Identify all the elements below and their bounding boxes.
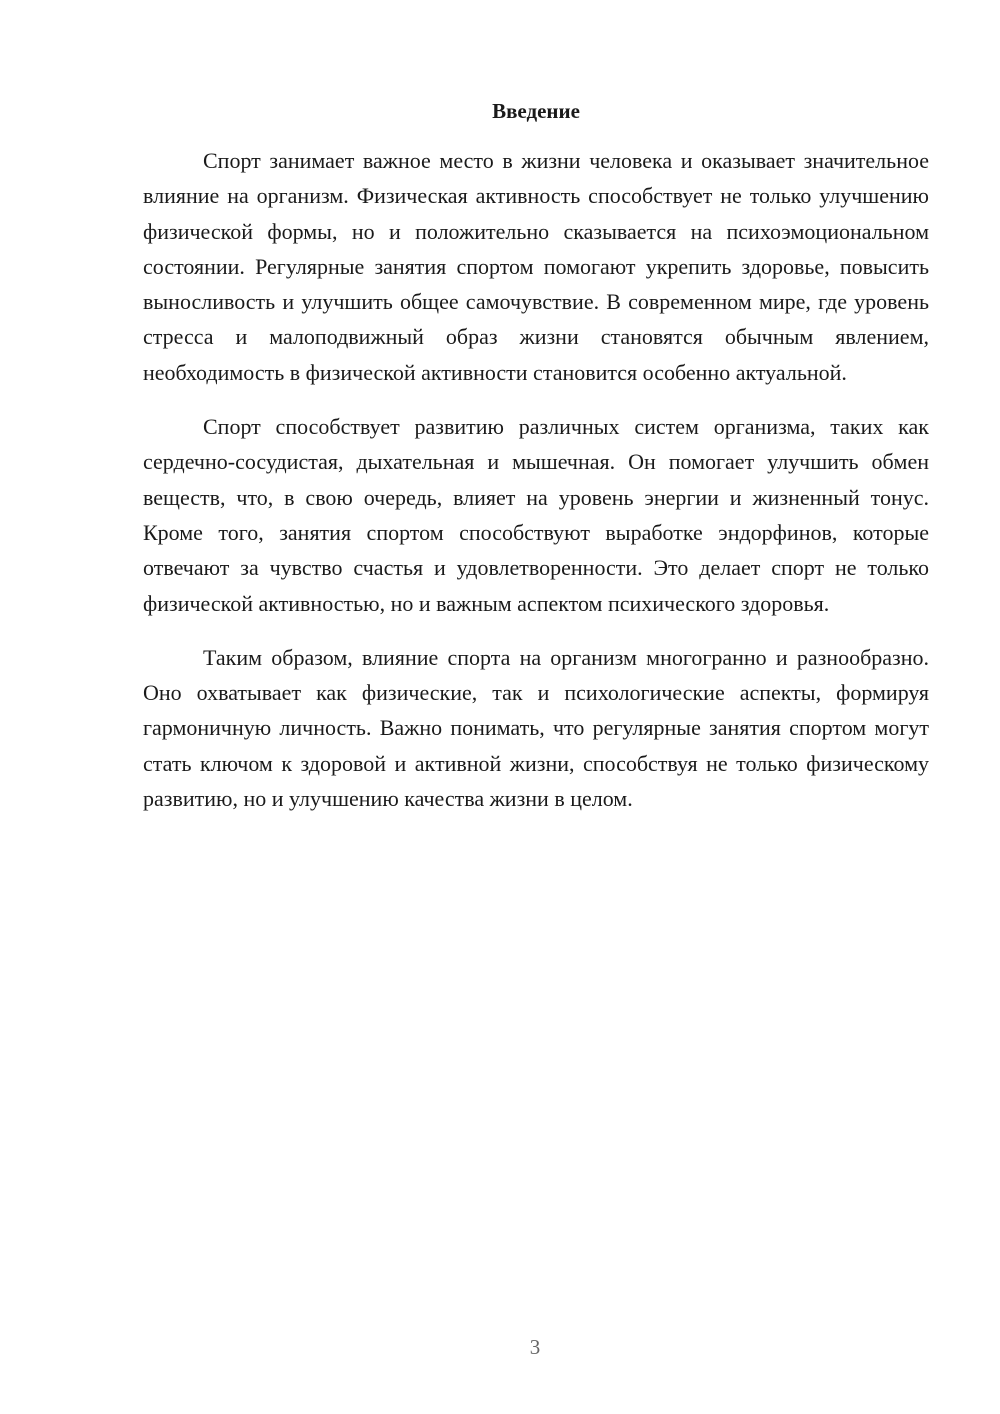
paragraph-2: Спорт способствует развитию различных систем организма, таких как сердечно-сосудистая, дыхательная и мышечная. Он помогает улучшить обмен веществ, что, в свою очередь, влияет на уровень энергии и жизненный тонус. Кроме того, занятия спортом способствуют выработке эндорфинов, которые отвечают за чувство счастья и удовлетворенности. Это делает спорт не только физической активностью, но и важным аспектом психического здоровья.	[143, 414, 929, 616]
document-body	[143, 143, 929, 816]
paragraph-1: Спорт занимает важное место в жизни человека и оказывает значительное влияние на организм. Физическая активность способствует не только улучшению физической формы, но и положительно сказывается на психоэмоциональном состоянии. Регулярные занятия спортом помогают укрепить здоровье, повысить выносливость и улучшить общее самочувствие. В современном мире, где уровень стресса и малоподвижный образ жизни становятся обычным явлением, необходимость в физической активности становится особенно актуальной.	[143, 148, 929, 385]
page-number: 3	[529, 1335, 541, 1359]
document-title: Введение	[492, 99, 580, 123]
paragraph-3: Таким образом, влияние спорта на организм многогранно и разнообразно. Оно охватывает как физические, так и психологические аспекты, формируя гармоничную личность. Важно понимать, что регулярные занятия спортом могут стать ключом к здоровой и активной жизни, способствуя не только физическому развитию, но и улучшению качества жизни в целом.	[143, 644, 929, 812]
